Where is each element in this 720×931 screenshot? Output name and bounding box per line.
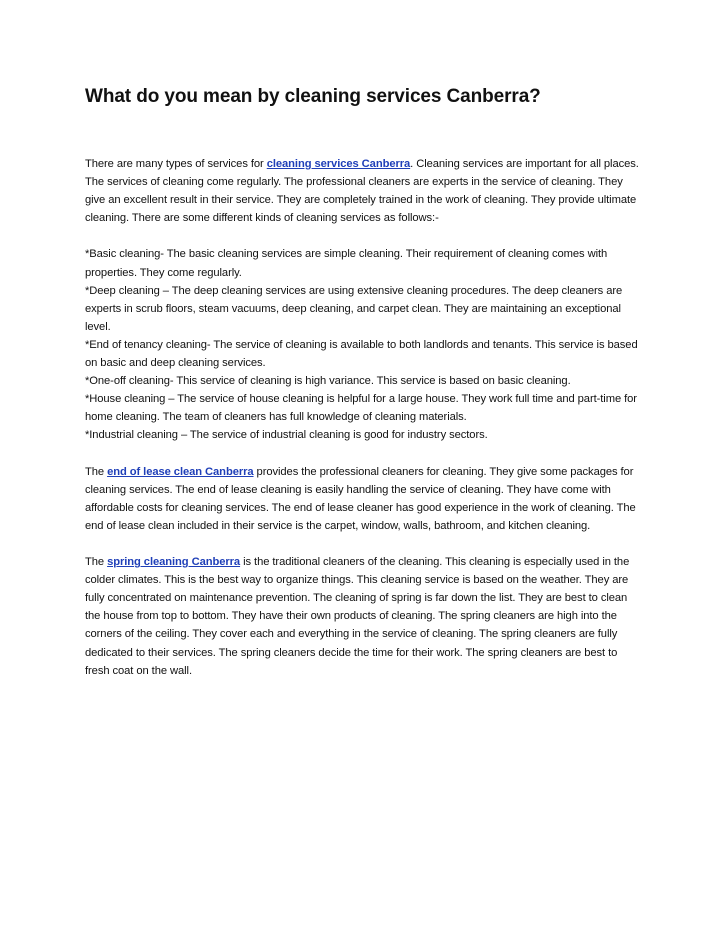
page-title: What do you mean by cleaning services Canberra? (85, 86, 541, 107)
cleaning-services-canberra-link[interactable]: cleaning services Canberra (266, 158, 411, 170)
end-of-lease-paragraph (85, 463, 641, 535)
service-one-off: *One-off cleaning- This service of cleaning is high variance. This service is based on basic cleaning. (85, 375, 571, 388)
spring-cleaning-canberra-link[interactable]: spring cleaning Canberra (107, 556, 241, 569)
document-body (85, 155, 641, 680)
paragraph-spacer (85, 227, 641, 245)
end-of-lease-text-before: The (85, 465, 108, 478)
service-basic: *Basic cleaning- The basic cleaning services are simple cleaning. Their requirement of cleaning comes with properties. They come regularly. (85, 248, 608, 279)
service-industrial: *Industrial cleaning – The service of industrial cleaning is good for industry sectors. (85, 429, 488, 442)
service-end-of-tenancy: *End of tenancy cleaning- The service of cleaning is available to both landlords and tenants. This service is based on basic and deep cleaning services. (85, 338, 638, 370)
paragraph-spacer (85, 445, 641, 463)
spring-text-before: The (85, 556, 108, 569)
intro-paragraph (85, 155, 641, 227)
intro-text-before: There are many types of services for (85, 158, 267, 170)
paragraph-spacer (85, 535, 641, 553)
service-house: *House cleaning – The service of house cleaning is helpful for a large house. They work full time and part-time for home cleaning. The team of cleaners has full knowledge of cleaning materials. (85, 393, 637, 424)
service-deep: *Deep cleaning – The deep cleaning services are using extensive cleaning procedures. The deep cleaners are experts in scrub floors, steam vacuums, deep cleaning, and carpet clean. They are maintaining an exceptional level. (85, 284, 623, 333)
spring-text-after: is the traditional cleaners of the cleaning. This cleaning is especially used in the colder climates. This is the best way to organize things. This cleaning service is based on the weather. They are fully concentrated on maintenance prevention. The cleaning of spring is far down the list. They are best to clean the house from top to bottom. They have their own products of cleaning. The spring cleaners are high into the corners of the ceiling. They cover each and everything in the service of cleaning. The spring cleaners are fully dedicated to their services. The spring cleaners decide the time for their work. The spring cleaners are best to fresh coat on the wall. (85, 556, 630, 677)
end-of-lease-text-after: provides the professional cleaners for cleaning. They give some packages for cleaning services. The end of lease cleaning is easily handling the service of cleaning. They have come with affordable costs for cleaning services. The end of lease cleaner has good experience in the work of cleaning. The end of lease clean included in their service is the carpet, window, walls, bathroom, and kitchen cleaning. (85, 465, 636, 532)
intro-text-after: . Cleaning services are important for all places. The services of cleaning come regularly. The professional cleaners are experts in the service of cleaning. They give an excellent result in their service. They are completely trained in the work of cleaning. They provide ultimate cleaning. There are some different kinds of cleaning services as follows:- (85, 158, 639, 225)
end-of-lease-clean-canberra-link[interactable]: end of lease clean Canberra (107, 465, 254, 478)
spring-paragraph (85, 553, 641, 680)
